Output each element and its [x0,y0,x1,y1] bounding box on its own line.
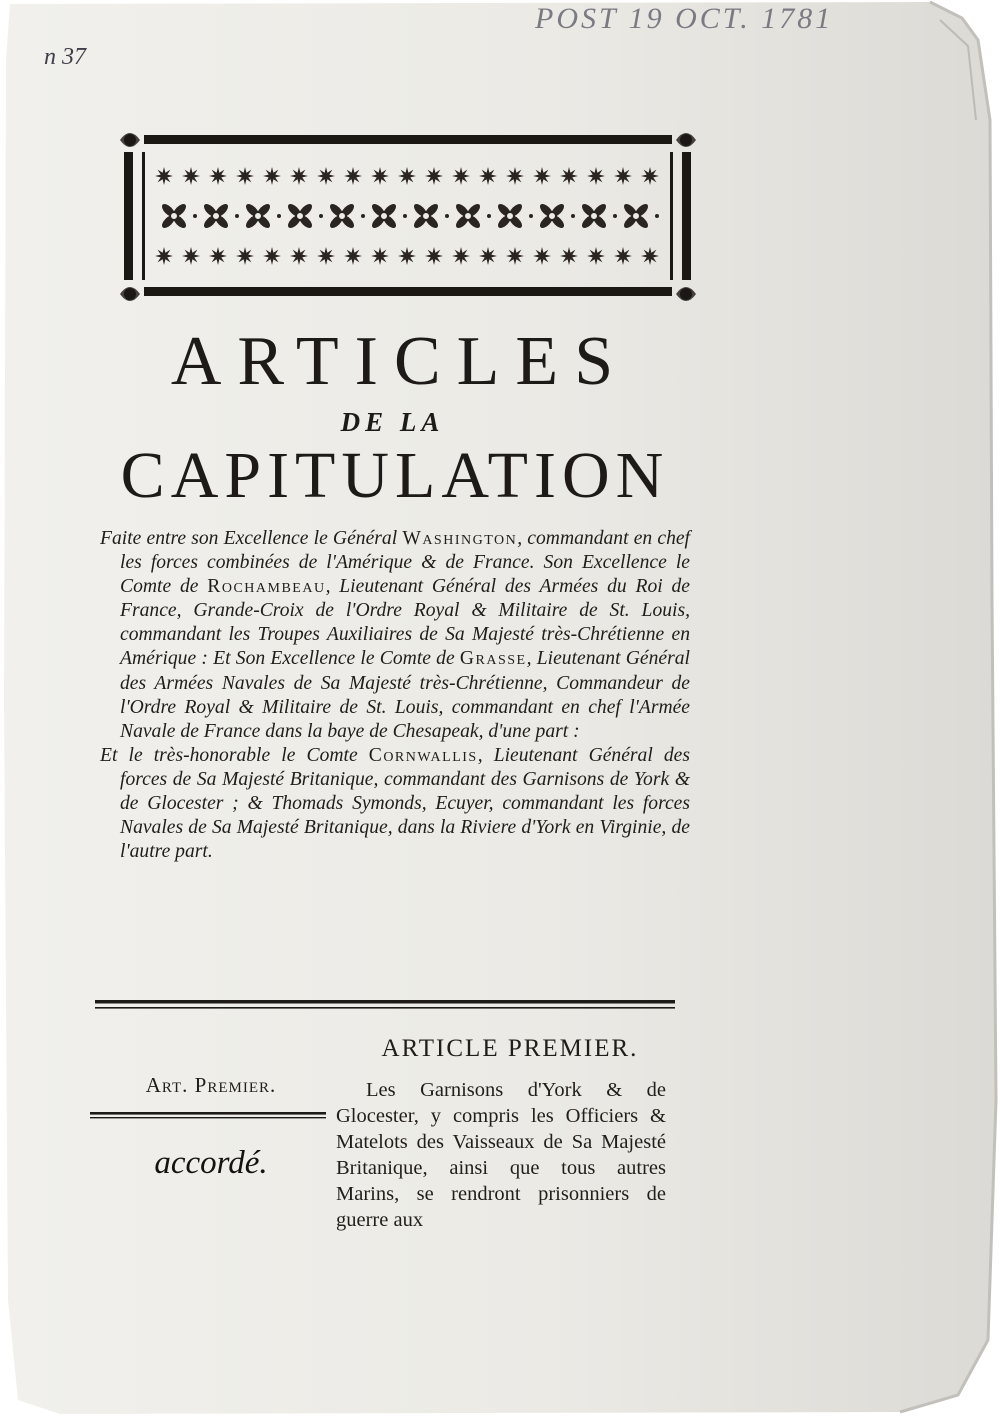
ornament-dot [445,214,449,218]
corner-ornament [120,133,140,147]
name-grasse: Grasse [459,648,527,670]
ornament-star [263,247,281,265]
ornament-flower [580,202,608,230]
ornament-dot [613,214,617,218]
preamble-text-run: , Lieutenant Général des forces de Sa Majesté Britanique, commandant des Garnisons de York & de Glocester ; & Thomads Symonds, Ecuyer, commandant les forces Navales de Sa Majesté Britanique, dans la Riviere d'York en Virginie, de l'autre part. [120,744,690,863]
ornament-flower [622,202,650,230]
article-response: accordé. [154,1145,268,1181]
ornament-dot [487,214,491,218]
ornament-star [425,167,443,185]
preamble-text-run: , commandant en chef les forces combinées de l'Amérique & de France. Son Excellence le Comte de [120,528,691,598]
title-capitulation: CAPITULATION [120,439,670,512]
ornament-flower [328,202,356,230]
ornament-star [614,247,632,265]
article-heading: ARTICLE PREMIER. [381,1035,639,1062]
ornament-star [155,167,173,185]
ornament-star [560,247,578,265]
ornament-star [344,247,362,265]
ornament-flower [496,202,524,230]
ornament-star [452,247,470,265]
ornament-star [182,167,200,185]
ornament-flower [412,202,440,230]
ornament-star [344,167,362,185]
ornament-star [398,167,416,185]
date-stamp-note: POST 19 OCT. 1781 [535,2,834,35]
ornament-flower [202,202,230,230]
ornament-flower [454,202,482,230]
ornament-star [506,167,524,185]
ornament-dot [403,214,407,218]
article-margin-label [96,1073,326,1098]
ornament-star [155,247,173,265]
title-articles: ARTICLES [170,323,630,400]
ornament-star [425,247,443,265]
name-washington: Washington [402,528,518,549]
corner-ornament [120,287,140,301]
ornament-star [479,167,497,185]
preamble-text-run: Faite entre son Excellence le Général [100,528,403,549]
ornament-star [506,247,524,265]
ornament-star [452,167,470,185]
ornament-dot [571,214,575,218]
preamble-text [100,527,690,864]
ornament-star [236,167,254,185]
ornament-star [371,247,389,265]
title-de-la: DE LA [340,407,445,437]
ornament-star [587,247,605,265]
ornament-star [641,167,659,185]
preamble-text-run: Et le très-honorable le Comte [100,744,369,766]
corner-ornament [676,133,696,147]
double-rule-divider [95,1000,675,1012]
ornament-star [398,247,416,265]
preamble-text-run: , Lieutenant Général des Armées Navales de Sa Majesté très-Chrétienne, Commandeur de l'Ordre Royal & Militaire de St. Louis, commandant en chef l'Armée Navale de France dans la baye de Chesapeak, d'une part : [120,648,690,742]
ornament-dot [361,214,365,218]
ornament-flower [538,202,566,230]
ornament-dot [277,214,281,218]
name-rochambeau: Rochambeau [207,576,326,598]
corner-ornament [676,287,696,301]
shelf-mark-note: n 37 [44,44,86,70]
ornament-star [560,167,578,185]
ornament-dot [319,214,323,218]
ornament-star [209,247,227,265]
ornament-star [533,247,551,265]
name-cornwallis: Cornwallis [368,744,478,766]
ornament-star [587,167,605,185]
preamble-paragraph-2 [100,744,690,864]
ornament-star [317,247,335,265]
ornament-star [641,247,659,265]
ornament-flower [244,202,272,230]
ornament-star [290,247,308,265]
ornament-star [263,167,281,185]
article-margin-label-text: Art. Premier. [145,1073,277,1097]
ornament-flower [160,202,188,230]
ornament-star [182,247,200,265]
preamble-text-run: , Lieutenant Général des Armées du Roi de France, Grande-Croix de l'Ordre Royal & Militaire de St. Louis, commandant les Troupes Auxiliaires de Sa Majesté très-Chrétienne en Amérique : Et Son Excellence le Comte de [120,576,690,670]
ornament-dot [235,214,239,218]
ornament-flower [286,202,314,230]
ornament-star [614,167,632,185]
ornament-star [290,167,308,185]
ornament-dot [193,214,197,218]
ornament-flower [370,202,398,230]
preamble-paragraph-1 [100,527,690,744]
ornament-star [479,247,497,265]
article-body-text: Les Garnisons d'York & de Glocester, y compris les Officiers & Matelots des Vaisseaux de Sa Majesté Britanique, ainsi que tous autres Marins, se rendront prisonniers de guerre aux [336,1079,666,1231]
ornament-dot [529,214,533,218]
ornament-star [317,167,335,185]
ornamental-banner [118,128,698,308]
ornament-star [533,167,551,185]
ornament-star [371,167,389,185]
ornament-star [209,167,227,185]
margin-rule [90,1112,326,1120]
ornament-dot [655,214,659,218]
ornament-star [236,247,254,265]
